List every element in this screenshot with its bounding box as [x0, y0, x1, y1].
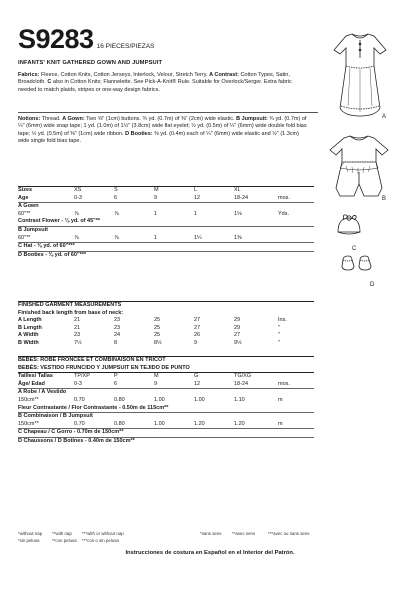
empty-cell [278, 187, 314, 195]
metric-cell: 1.00 [154, 396, 165, 403]
measurement-cell: 24 [114, 332, 121, 339]
footnote-en-2: **with nap [52, 531, 72, 536]
measurement-cell: 27 [194, 324, 201, 331]
size-cell: TP/XP [74, 373, 114, 381]
fabric-width: 60"** [18, 210, 31, 217]
size-cell: TG/XG [234, 373, 278, 381]
pattern-number: S9283 [18, 24, 94, 54]
table-row [18, 381, 314, 389]
header [18, 26, 154, 53]
age-cell: 12 [194, 380, 201, 387]
notions-d-label: D Booties: [125, 130, 153, 137]
age-label: Age [18, 194, 29, 201]
yardage-cell: ⅞ [114, 210, 119, 217]
finished-subtitle: Finished back length from base of neck: [18, 309, 124, 316]
size-cell: S [114, 187, 154, 195]
table-row [18, 373, 314, 381]
age-cell: 18-24 [234, 194, 249, 201]
age-unit: mos. [278, 194, 290, 201]
table-row [18, 365, 314, 373]
metric-cell: 1.20 [234, 420, 245, 427]
measurement-cell: 25 [154, 332, 161, 339]
measurement-cell: 8 [114, 339, 118, 346]
size-cell: M [154, 373, 194, 381]
finished-title: FINISHED GARMENT MEASUREMENTS [18, 302, 314, 310]
a-gown-label: A Gown [18, 203, 314, 211]
measurement-cell: 21 [74, 324, 81, 331]
notions-b-label: B Jumpsuit: [236, 116, 268, 122]
measurement-cell: 9 [194, 339, 198, 346]
fabrics-label: Fabrics: [18, 72, 40, 78]
age-cell: 9 [154, 194, 158, 201]
size-cell: M [154, 187, 194, 195]
b-jumpsuit-label: B Jumpsuit [18, 226, 314, 234]
yardage-cell: 1¼ [194, 234, 202, 241]
metric-cell: 0.70 [74, 420, 85, 427]
metric-cell: 1.20 [194, 420, 205, 427]
footnote-es-3: ***con o sin pelusa [82, 538, 119, 543]
metric-cell: 0.80 [114, 420, 125, 427]
yardage-cell: 1 [154, 234, 158, 241]
metric-unit: m [278, 420, 283, 427]
finished-measurements-table [18, 301, 314, 348]
footnote-fr-1: *sans sens [200, 531, 222, 536]
pieces-count: 16 PIECES/PIEZAS [96, 43, 155, 50]
footnote-fr-3: ***avec ou sans sens [268, 531, 310, 536]
yardage-cell: 1 [194, 210, 198, 217]
footnote-en-3: ***with or without nap [82, 531, 124, 536]
measurement-label: A Length [18, 317, 42, 324]
fabric-width: 150cm** [18, 420, 39, 427]
contrast-text: Cotton Types, Satin, Broadcloth. [18, 72, 290, 86]
a-robe-label: A Robe / A Vestido [18, 389, 314, 397]
d-booties-line: D Booties - ⅜ yd. of 60"*** [18, 251, 314, 259]
yardage-cell: ⅞ [114, 234, 119, 241]
booties-drawing [340, 254, 376, 274]
b-combinaison-label: B Combinaison / B Jumpsuit [18, 413, 314, 421]
c-text: also in Cotton Knits; Flannelette. [52, 79, 133, 86]
yardage-table [18, 186, 314, 259]
table-row [18, 310, 314, 318]
table-row [18, 332, 314, 340]
table-row [18, 235, 314, 243]
size-cell: L [194, 187, 234, 195]
metric-cell: 1.00 [194, 396, 205, 403]
flower-line: Fleur Contrastante / Flor Contrastante - 0.50m de 115cm** [18, 404, 169, 411]
fabric-width: 150cm** [18, 396, 39, 403]
table-row [18, 325, 314, 333]
footnote-fr-2: **avec sens [232, 531, 256, 536]
empty-cell [278, 235, 314, 243]
table-row [18, 218, 314, 226]
view-label-a: A [382, 114, 387, 120]
notions-a-text: Two ⅝" (1cm) buttons. ¾ yd. (0.7m) of ⅜" (2cm) wide elastic. [86, 116, 235, 122]
pattern-subtitle: INFANTS' KNIT GATHERED GOWN AND JUMPSUIT [18, 60, 163, 66]
table-row [18, 421, 314, 429]
footnote-es-1: *sin pelusa [18, 538, 40, 543]
table-row [18, 226, 314, 234]
size-cell: G [194, 373, 234, 381]
measurement-cell: 23 [114, 324, 121, 331]
age-cell: 6 [114, 194, 118, 201]
yardage-cell: 1 [154, 210, 158, 217]
measurement-label: B Length [18, 324, 42, 331]
empty-cell [278, 373, 314, 381]
table-row [18, 413, 314, 421]
age-cell: 12 [194, 194, 201, 201]
table-row [18, 357, 314, 365]
metric-cell: 0.80 [114, 396, 125, 403]
notions-label: Notions: [18, 116, 41, 122]
fabric-width: 60"** [18, 234, 31, 241]
table-row [18, 203, 314, 211]
notions-d-text: ⅜ yd. (0.4m) each of ¼" (6mm) wide elastic and ½" (1.3cm) wide single fold bias tape. [18, 130, 299, 145]
table-row [18, 302, 314, 310]
tailles-label: Tailles/ Tallas [18, 373, 74, 381]
c-label: C [47, 79, 52, 86]
table-row [18, 317, 314, 325]
view-label-b: B [382, 196, 387, 202]
footnote-en-1: *without nap [18, 531, 43, 536]
fabrics-block [18, 72, 308, 94]
measurement-cell: 29 [234, 317, 241, 324]
view-label-c: C [352, 246, 357, 252]
table-row [18, 340, 314, 348]
metric-cell: 1.10 [234, 396, 245, 403]
table-row [18, 397, 314, 405]
yardage-cell: 1⅜ [234, 234, 242, 241]
divider [18, 112, 318, 113]
measurement-cell: 8½ [154, 339, 162, 346]
contrast-flower-line: Contrast Flower - ⅛ yd. of 45"** [18, 218, 101, 225]
sizes-label: Sizes [18, 187, 74, 195]
spanish-title-fr: BÉBÉS: ROBE FRONCÉE ET COMBINAISON EN TRICOT [18, 357, 314, 365]
yardage-cell: 1⅛ [234, 210, 242, 217]
metric-cell: 1.00 [154, 420, 165, 427]
hat-drawing [334, 212, 364, 238]
spanish-instructions-note: Instrucciones de costura en Español en el Interior del Patrón. [125, 550, 295, 556]
measurement-cell: 23 [74, 332, 81, 339]
measurement-label: A Width [18, 332, 39, 339]
measurement-cell: 23 [114, 317, 121, 324]
table-row [18, 243, 314, 252]
metric-cell: 0.70 [74, 396, 85, 403]
measurement-unit: " [278, 339, 280, 346]
age-unit: mos. [278, 380, 290, 387]
footnote-es-2: **con pelusa [52, 538, 77, 543]
size-cell: XS [74, 187, 114, 195]
d-chaussons-line: D Chaussons / D Botines - 0.40m de 150cm** [18, 437, 314, 445]
table-row [18, 211, 314, 219]
age-cell: 18-24 [234, 380, 249, 387]
measurement-cell: 27 [234, 332, 241, 339]
notions-block [18, 116, 308, 146]
age-cell: 0-3 [74, 380, 82, 387]
measurement-label: B Width [18, 339, 39, 346]
measurement-cell: 7½ [74, 339, 82, 346]
c-chapeau-line: C Chapeau / C Gorro - 0.70m de 150cm** [18, 429, 314, 438]
fabrics-note: See Pick-A-Knit® Rule. Suitable for Overlock/Serger. Extra fabric needed to match plaids, stripes or one-way design fabrics. [18, 79, 292, 93]
measurement-unit: " [278, 324, 280, 331]
age-cell: 9 [154, 380, 158, 387]
measurement-cell: 9½ [234, 339, 242, 346]
contrast-label: A Contrast: [209, 72, 239, 78]
fabrics-text: Fleece, Cotton Knits, Cotton Jerseys, Interlock, Velour, Stretch Terry. [40, 72, 208, 78]
metric-unit: m [278, 396, 283, 403]
age-cell: 6 [114, 380, 118, 387]
jumpsuit-drawing [326, 132, 392, 204]
size-cell: P [114, 373, 154, 381]
spanish-title-es: BEBÉS: VESTIDO FRUNCIDO Y JUMPSUIT EN TEJIDO DE PUNTO [18, 364, 190, 371]
measurement-cell: 25 [154, 324, 161, 331]
measurement-cell: 21 [74, 317, 81, 324]
yardage-cell: ⅞ [74, 210, 79, 217]
yardage-unit: Yds. [278, 210, 290, 217]
measurement-cell: 25 [154, 317, 161, 324]
yardage-cell: ⅞ [74, 234, 79, 241]
table-row [18, 195, 314, 203]
notions-b-text: ¾ yd. (0.7m) of ¼" (6mm) wide snap tape; 1 yd. (1.0m) of 1½" (3.8cm) wide flat eyelet; ½ yd. (0.5m) of ¼" (6mm) wide double fold bias tape; ½ yd. (0.5m) of ⅜" (1cm) wide ribbon. [18, 116, 307, 137]
table-row [18, 187, 314, 195]
notions-text: Thread. [41, 116, 61, 122]
metric-yardage-table [18, 356, 314, 446]
measurement-unit: " [278, 332, 280, 339]
table-row [18, 251, 314, 259]
gown-drawing [330, 28, 390, 124]
table-row [18, 429, 314, 438]
table-row [18, 389, 314, 397]
table-row [18, 405, 314, 413]
measurement-cell: 29 [234, 324, 241, 331]
age-cell: 0-3 [74, 194, 82, 201]
c-hat-line: C Hat - ⅜ yd. of 60"*** [18, 243, 314, 252]
view-label-d: D [370, 282, 375, 288]
edad-label: Âge/ Edad [18, 380, 45, 387]
measurement-cell: 27 [194, 317, 201, 324]
notions-a-label: A Gown: [62, 116, 85, 122]
size-cell: XL [234, 187, 278, 195]
measurement-unit: Ins. [278, 317, 287, 324]
table-row [18, 437, 314, 445]
measurement-cell: 26 [194, 332, 201, 339]
